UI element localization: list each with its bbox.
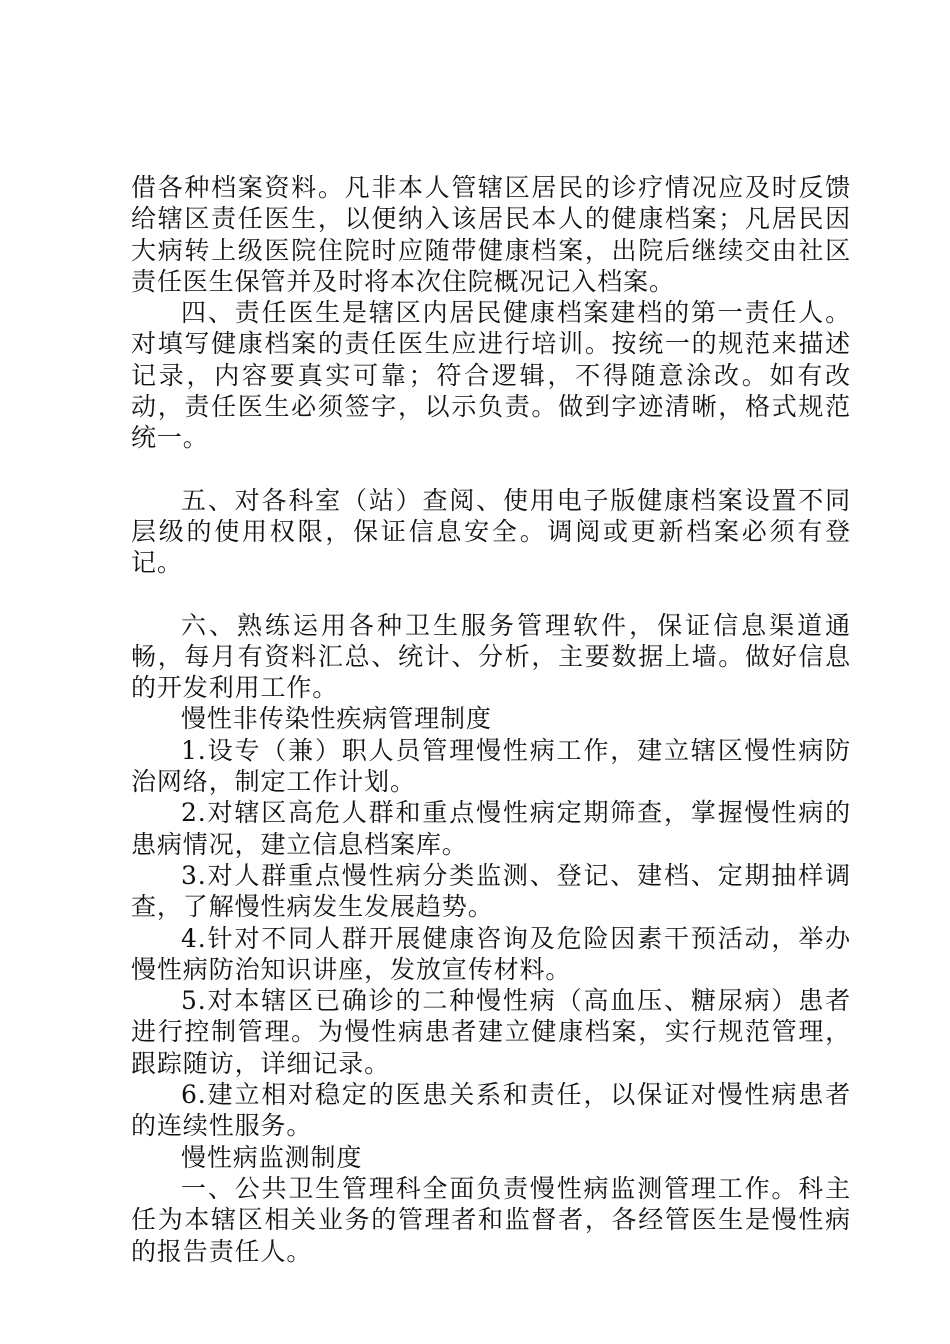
paragraph-section-five: 五、对各科室（站）查阅、使用电子版健康档案设置不同层级的使用权限，保证信息安全。调阅或更新档案必须有登记。 — [131, 485, 851, 578]
heading-chronic-disease-management: 慢性非传染性疾病管理制度 — [181, 704, 492, 734]
list-item-2: 2.对辖区高危人群和重点慢性病定期筛查，掌握慢性病的患病情况，建立信息档案库。 — [131, 798, 851, 859]
heading-chronic-disease-monitoring: 慢性病监测制度 — [181, 1142, 363, 1172]
paragraph-section-six: 六、熟练运用各种卫生服务管理软件，保证信息渠道通畅，每月有资料汇总、统计、分析，主要数据上墙。做好信息的开发利用工作。 — [131, 610, 851, 703]
paragraph-section-four: 四、责任医生是辖区内居民健康档案建档的第一责任人。对填写健康档案的责任医生应进行培训。按统一的规范来描述记录，内容要真实可靠；符合逻辑，不得随意涂改。如有改动，责任医生必须签字，以示负责。做到字迹清晰，格式规范统一。 — [131, 298, 851, 453]
paragraph-records-handling: 借各种档案资料。凡非本人管辖区居民的诊疗情况应及时反馈给辖区责任医生，以便纳入该居民本人的健康档案；凡居民因大病转上级医院住院时应随带健康档案，出院后继续交由社区责任医生保管并及时将本次住院概况记入档案。 — [131, 173, 851, 296]
paragraph-monitoring-one: 一、公共卫生管理科全面负责慢性病监测管理工作。科主任为本辖区相关业务的管理者和监督者，各经管医生是慢性病的报告责任人。 — [131, 1173, 851, 1266]
document-body — [131, 172, 851, 1267]
list-item-3: 3.对人群重点慢性病分类监测、登记、建档、定期抽样调查，了解慢性病发生发展趋势。 — [131, 860, 851, 922]
list-item-4: 4.针对不同人群开展健康咨询及危险因素干预活动，举办慢性病防治知识讲座，发放宣传材料。 — [131, 923, 851, 984]
list-item-1: 1.设专（兼）职人员管理慢性病工作，建立辖区慢性病防治网络，制定工作计划。 — [131, 735, 851, 797]
list-item-5: 5.对本辖区已确诊的二种慢性病（高血压、糖尿病）患者进行控制管理。为慢性病患者建立健康档案，实行规范管理，跟踪随访，详细记录。 — [131, 986, 851, 1078]
list-item-6: 6.建立相对稳定的医患关系和责任，以保证对慢性病患者的连续性服务。 — [131, 1080, 851, 1141]
